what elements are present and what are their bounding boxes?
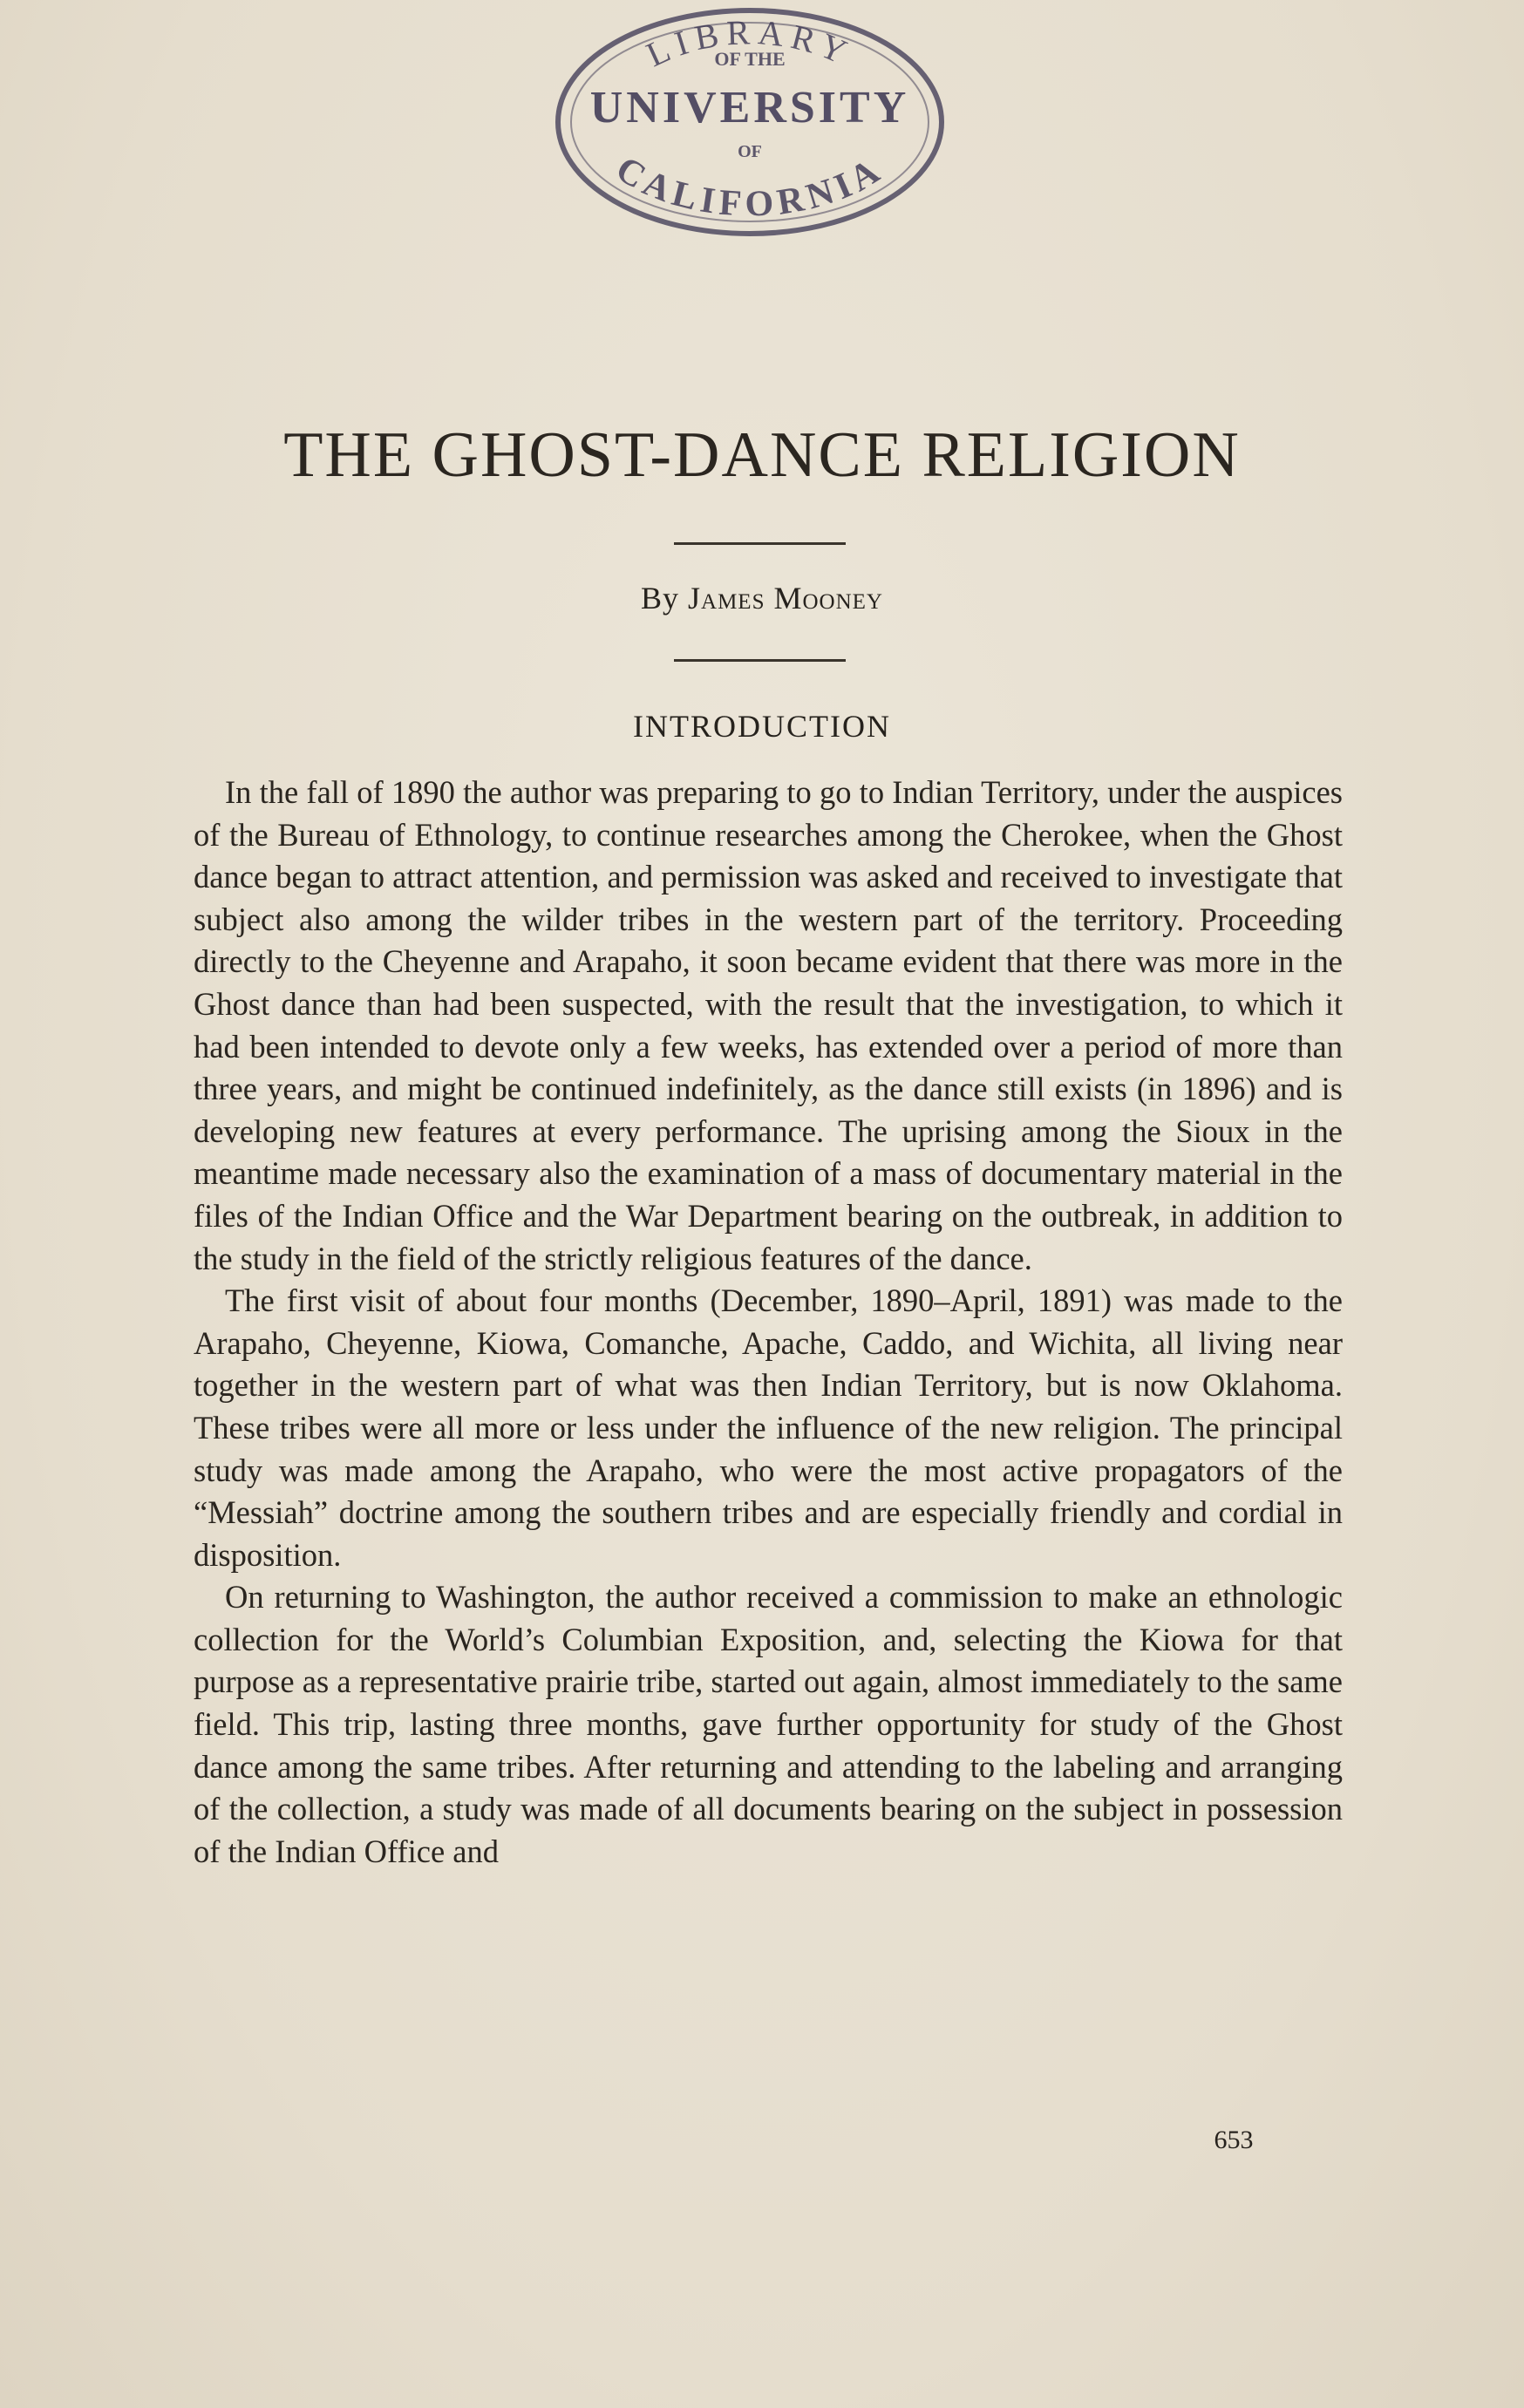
body-text: [194, 772, 1343, 1873]
byline-prefix: By: [641, 581, 689, 616]
stamp-of: OF: [738, 142, 762, 161]
paragraph: On returning to Washington, the author received a commission to make an ethnologic collection for the World’s Columbian Exposition, and, selecting the Kiowa for that purpose as a representative prairie tribe, started out again, almost immediately to the same field. This trip, lasting three months, gave further opportunity for study of the Ghost dance among the same tribes. After returning and attending to the labeling and arranging of the collection, a study was made of all documents bearing on the subject in possession of the Indian Office and: [194, 1579, 1343, 1869]
title-rule: [674, 542, 846, 545]
stamp-bottom-text: CALIFORNIA: [609, 148, 891, 225]
stamp-university: UNIVERSITY: [589, 83, 910, 133]
author-name: James Mooney: [688, 581, 883, 616]
stamp-top-text: LIBRARY: [640, 11, 860, 75]
section-heading: INTRODUCTION: [633, 709, 891, 744]
paragraph: In the fall of 1890 the author was preparing to go to Indian Territory, under the auspices of the Bureau of Ethnology, to continue researches among the Cherokee, when the Ghost dance began to attract attention, and permission was asked and received to investigate that subject also among the wilder tribes in the western part of the territory. Proceeding directly to the Cheyenne and Arapaho, it soon became evident that there was more in the Ghost dance than had been suspected, with the result that the investigation, to which it had been intended to devote only a few weeks, has extended over a period of more than three years, and might be continued indefinitely, as the dance still exists (in 1896) and is developing new features at every performance. The uprising among the Sioux in the meantime made necessary also the examination of a mass of documentary material in the files of the Indian Office and the War Department bearing on the outbreak, in addition to the study in the field of the strictly religious features of the dance.: [194, 774, 1343, 1276]
article-title: THE GHOST-DANCE RELIGION: [283, 419, 1241, 491]
byline: [0, 580, 1524, 616]
page-number: 653: [1214, 2126, 1254, 2154]
paragraph: The first visit of about four months (December, 1890–April, 1891) was made to the Arapaho, Cheyenne, Kiowa, Comanche, Apache, Caddo, and Wichita, all living near together in the western part of what was then Indian Territory, but is now Oklahoma. These tribes were all more or less under the influence of the new religion. The principal study was made among the Arapaho, who were the most active propagators of the “Messiah” doctrine among the southern tribes and are especially friendly and cordial in disposition.: [194, 1282, 1343, 1573]
byline-rule: [674, 659, 846, 662]
stamp-of-the: OF THE: [714, 48, 786, 70]
library-stamp: [545, 0, 955, 244]
library-stamp-seal: [545, 0, 955, 244]
